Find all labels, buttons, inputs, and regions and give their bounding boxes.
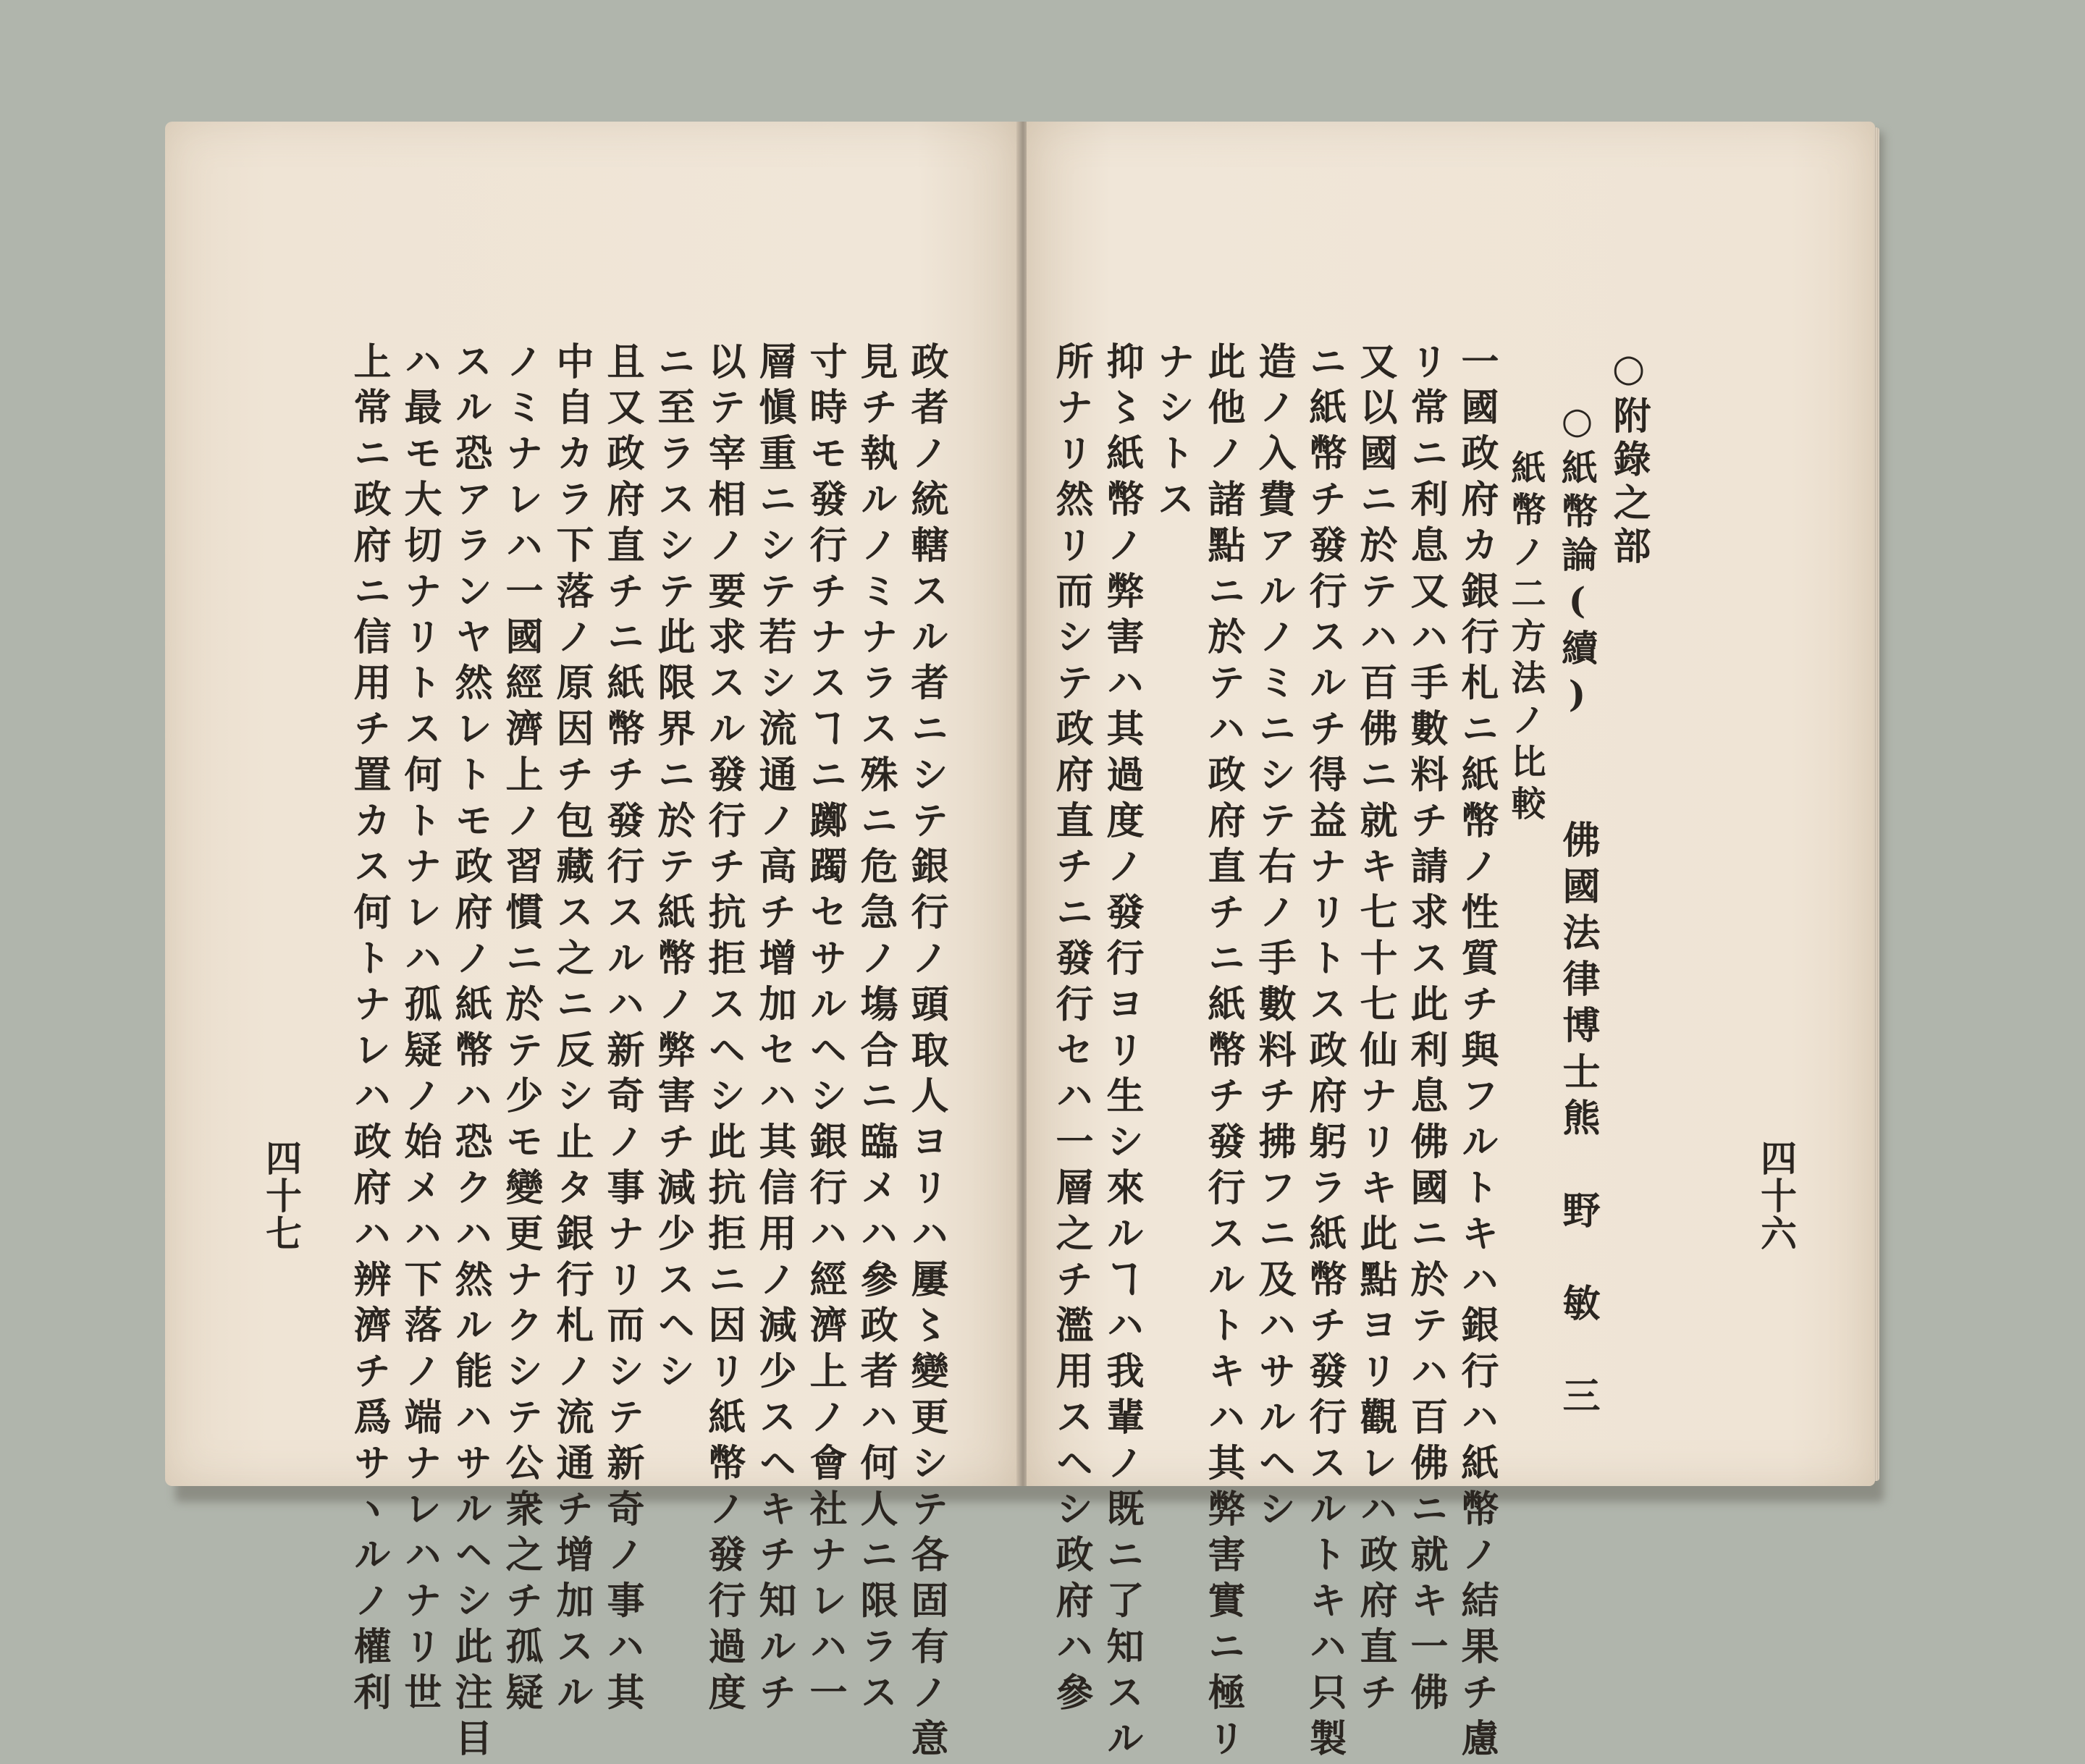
left-column-10: スル恐アランヤ然レトモ政府ノ紙幣ハ恐クハ然ル能ハサルヘシ此注目 <box>448 342 492 1764</box>
left-column-9: ノミナレハ一國經濟上ノ習慣ニ於テ少モ變更ナクシテ公衆之チ孤疑 <box>499 342 543 1718</box>
right-column-6: 此他ノ諸點ニ於テハ政府直チニ紙幣チ發行スルトキハ其弊害實ニ極リ <box>1201 342 1245 1764</box>
section-heading: 紙幣ノ二方法ノ比較 <box>1505 450 1546 827</box>
sub-title: ○紙幣論(續) <box>1556 399 1598 722</box>
right-column-8: 抑〻紙幣ノ弊害ハ其過度ノ發行ヨリ生シ來ルヿハ我輩ノ既ニ了知スル <box>1100 342 1144 1764</box>
section-title: ○附錄之部 <box>1606 346 1651 570</box>
page-edge-stack <box>1874 127 1879 1481</box>
left-column-7: 且又政府直チニ紙幣チ發行スルハ新奇ノ事ナリ而シテ新奇ノ事ハ其 <box>600 342 644 1719</box>
right-column-9: 所ナリ然リ而シテ政府直チニ發行セハ一層之チ濫用スヘシ政府ハ參 <box>1049 342 1093 1718</box>
left-page <box>165 122 1019 1764</box>
page-number-left: 四十七 <box>260 1139 303 1252</box>
left-column-6: ニ至ラスシテ此限界ニ於テ紙幣ノ弊害チ減少スヘシ <box>651 342 695 1398</box>
author-line: 佛國法律博士熊 野 敏 三 <box>1556 820 1600 1422</box>
left-column-5: 以テ宰相ノ要求スル發行チ抗拒スヘシ此抗拒ニ因リ紙幣ノ發行過度 <box>702 342 746 1718</box>
right-column-7: ナシトス <box>1150 342 1195 526</box>
booklet <box>165 122 1875 1764</box>
right-column-4: ニ紙幣チ發行スルチ得益ナリトス政府躬ラ紙幣チ發行スルトキハ只製 <box>1302 342 1347 1764</box>
right-column-2: リ常ニ利息又ハ手數料チ請求ス此利息佛國ニ於テハ百佛ニ就キ一佛 <box>1404 342 1448 1718</box>
left-column-1: 政者ノ統轄スル者ニシテ銀行ノ頭取人ヨリハ屢〻變更シテ各固有ノ意 <box>904 342 948 1764</box>
right-column-5: 造ノ入費アルノミニシテ右ノ手數料チ拂フニ及ハサルヘシ <box>1252 342 1296 1535</box>
left-column-2: 見チ執ルノミナラス殊ニ危急ノ塲合ニ臨メハ參政者ハ何人ニ限ラス <box>854 342 898 1718</box>
right-page <box>1027 122 1875 1764</box>
page-number-right: 四十六 <box>1755 1139 1798 1252</box>
right-column-3: 又以國ニ於テハ百佛ニ就キ七十七仙ナリキ此點ヨリ觀レハ政府直チ <box>1353 342 1397 1718</box>
left-column-4: 層愼重ニシテ若シ流通ノ高チ增加セハ其信用ノ減少スヘキチ知ルチ <box>752 342 796 1718</box>
left-column-11: ハ最モ大切ナリトス何トナレハ孤疑ノ始メハ下落ノ端ナレハナリ世 <box>397 342 442 1719</box>
left-column-12: 上常ニ政府ニ信用チ置カス何トナレハ政府ハ辨濟チ爲サヽルノ權利 <box>347 342 391 1718</box>
right-column-1: 一國政府カ銀行札ニ紙幣ノ性質チ與フルトキハ銀行ハ紙幣ノ結果チ慮 <box>1454 342 1499 1764</box>
left-column-3: 寸時モ發行チナスヿニ躑躅セサルヘシ銀行ハ經濟上ノ會社ナレハ一 <box>803 342 847 1718</box>
left-column-8: 中自カラ下落ノ原因チ包藏ス之ニ反シ止タ銀行札ノ流通チ增加スル <box>549 342 594 1718</box>
